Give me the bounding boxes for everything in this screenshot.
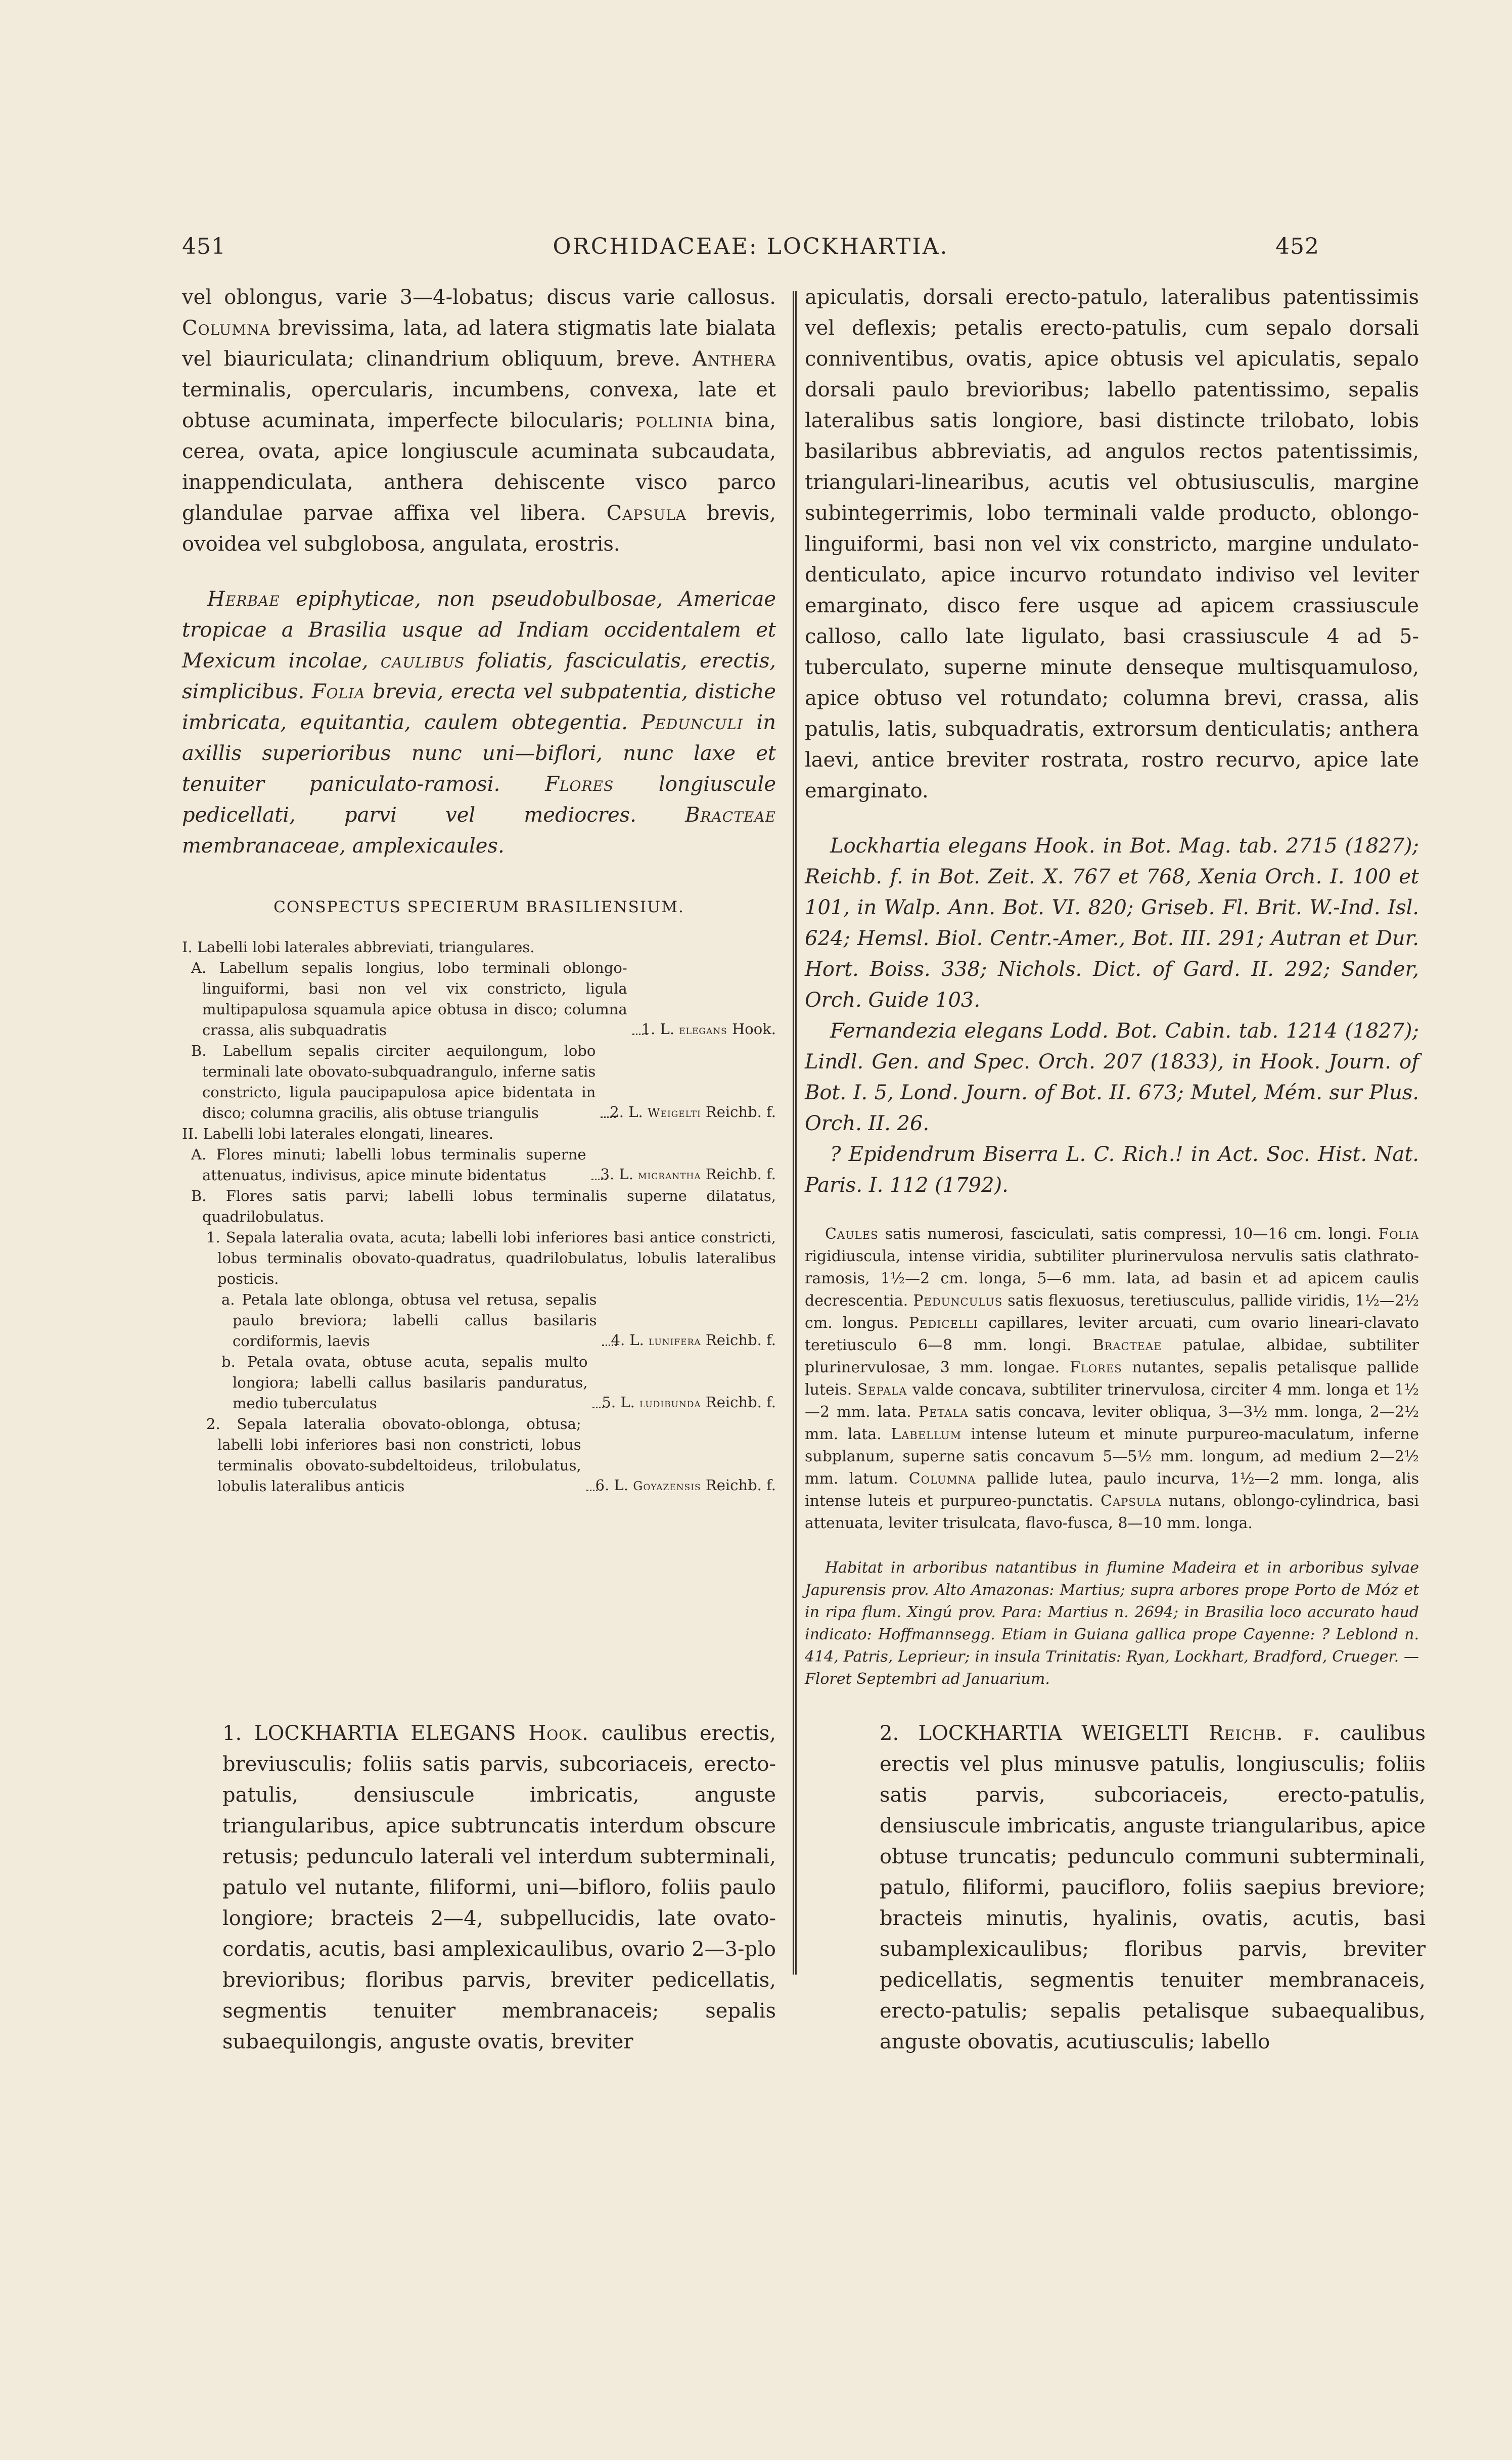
genus-description-end <box>182 282 776 560</box>
habitat-paragraph: Habitat in arboribus natantibus in flumine Madeira et in arboribus sylvae Japurensis prov. Alto Amazonas: Martius; supra arbores prope Porto de Móz et in ripa flum. Xingú prov. Para: Martius n. 2694; in Brasilia loco accurato haud indicato: Hoffmannsegg. Etiam in Guiana gallica prope Cayenne: ? Leblond n. 414, Patris, Leprieur; in insula Trinitatis: Ryan, Lockhart, Bradford, Crueger. — Floret Septembri ad Januarium. <box>805 1559 1419 1688</box>
key-entry <box>182 958 776 1041</box>
text-run: terminalis, opercularis, incumbens, convexa, late et obtuse acuminata, imperfecte bilocularis; <box>182 378 776 432</box>
small-caps-term: Bracteae <box>1092 1336 1162 1354</box>
text-run: bina, cerea, ovata, apice longiuscule acuminata subcaudata, inappendiculata, anthera dehiscente visco parco glandulae parvae affixa vel libera. <box>182 409 776 525</box>
text-run: brevissima, lata, ad latera stigmatis late bialata vel biauriculata; clinandrium obliquum, breve. <box>182 317 776 371</box>
key-species-epithet: micrantha <box>638 1168 701 1182</box>
text-run: foliatis, fasciculatis, erectis, simplicibus. <box>182 649 776 703</box>
species-1-author: Hook. <box>528 1722 589 1745</box>
text-run: in axillis superioribus nunc uni—biflori, nunc laxe et tenuiter paniculato-ramosi. <box>182 711 776 796</box>
small-caps-term: Pedunculi <box>641 711 743 734</box>
key-entry <box>182 1144 776 1186</box>
text-run: valde concava, subtiliter trinervulosa, circiter 4 mm. longa et 1½—2 mm. lata. <box>805 1381 1419 1421</box>
text-run: patulae, albidae, subtiliter plurinervulosae, 3 mm. longae. <box>805 1336 1419 1376</box>
key-entry <box>182 1041 776 1124</box>
key-species-author: Reichb. f. <box>701 1331 776 1349</box>
text-run: brevia, erecta vel subpatentia, distiche imbricata, equitantia, caulem obtegentia. <box>182 680 776 734</box>
key-species-number: 3. L. <box>600 1166 638 1183</box>
species-key <box>182 937 776 1497</box>
key-text: I. Labelli lobi laterales abbreviati, triangulares. <box>182 938 535 956</box>
species-2-diagnosis: caulibus erectis vel plus minusve patulis, longiusculis; foliis satis parvis, subcoriaceis, erecto-patulis, densiuscule imbricatis, anguste triangularibus, apice obtuse truncatis; pedunculo communi subterminali, patulo, filiformi, paucifloro, foliis saepius breviore; bracteis minutis, hyalinis, ovatis, acutis, basi subamplexicaulibus; floribus parvis, breviter pedicellatis, segmentis tenuiter membranaceis, erecto-patulis; sepalis petalisque subaequalibus, anguste obovatis, acutiusculis; labello <box>880 1722 1426 2053</box>
key-entry <box>182 937 776 958</box>
text-run: vel oblongus, varie 3—4-lobatus; discus varie callosus. <box>182 286 776 309</box>
key-species-number: 2. L. <box>610 1103 648 1121</box>
small-caps-term: Columna <box>182 317 270 340</box>
running-title: ORCHIDACEAE: LOCKHARTIA. <box>553 234 949 259</box>
key-species-name <box>602 1392 776 1414</box>
small-caps-term: Herbae <box>207 588 280 611</box>
small-caps-term: Flores <box>1070 1359 1122 1376</box>
text-run: membranaceae, amplexicaules. <box>182 834 505 858</box>
key-text: 2. Sepala lateralia obovato-oblonga, obtusa; labelli lobi inferiores basi non constricti, lobus terminalis obovato-subdeltoideus, trilobulatus, lobulis lateralibus anticis <box>206 1415 581 1495</box>
key-entry <box>182 1186 776 1227</box>
page-number-left: 451 <box>182 234 226 259</box>
text-run: epiphyticae, non pseudobulbosae, Americae tropicae a Brasilia usque ad Indiam occidentalem et Mexicum incolae, <box>182 588 776 673</box>
small-caps-term: Caules <box>825 1225 879 1243</box>
key-text: b. Petala ovata, obtuse acuta, sepalis multo longiora; labelli callus basilaris panduratus, medio tuberculatus <box>221 1353 588 1412</box>
small-caps-term: Anthera <box>692 347 776 371</box>
text-run: longiuscule pedicellati, parvi vel mediocres. <box>182 773 776 827</box>
key-species-author: Hook. <box>727 1020 776 1038</box>
small-caps-term: Petala <box>918 1403 969 1421</box>
key-entry <box>182 1227 776 1289</box>
conspectus-title: CONSPECTUS SPECIERUM BRASILIENSIUM. <box>273 898 684 916</box>
running-head <box>182 234 1319 264</box>
species-2-heading: 2. LOCKHARTIA WEIGELTI <box>880 1722 1189 1745</box>
key-species-name <box>641 1019 776 1041</box>
text-run: satis numerosi, fasciculati, satis compressi, 10—16 cm. longi. <box>878 1225 1379 1243</box>
species-entry-2 <box>880 1718 1426 2058</box>
species-1-diagnosis: caulibus erectis, breviusculis; foliis satis parvis, subcoriaceis, erecto-patulis, densiuscule imbricatis, anguste triangularibus, apice subtruncatis interdum obscure retusis; pedunculo laterali vel interdum subterminali, patulo vel nutante, filiformi, uni—bifloro, foliis paulo longiore; bracteis 2—4, subpellucidis, late ovato-cordatis, acutis, basi amplexicaulibus, ovario 2—3-plo brevioribus; floribus parvis, breviter pedicellatis, segmentis tenuiter membranaceis; sepalis subaequilongis, anguste ovatis, breviter <box>222 1722 776 2053</box>
genus-habit-paragraph <box>182 584 776 862</box>
small-caps-term: Folia <box>1378 1225 1419 1243</box>
key-text: A. Flores minuti; labelli lobus terminalis superne attenuatus, indivisus, apice minute bidentatus <box>191 1146 586 1184</box>
key-entry <box>182 1289 776 1352</box>
small-caps-term: Capsula <box>606 502 686 525</box>
key-species-epithet: elegans <box>679 1023 727 1037</box>
key-text: II. Labelli lobi laterales elongati, lineares. <box>182 1125 494 1142</box>
key-species-name <box>600 1164 776 1186</box>
key-entry <box>182 1124 776 1144</box>
species-entry-1 <box>222 1718 776 2058</box>
key-entry <box>182 1352 776 1414</box>
key-text: A. Labellum sepalis longius, lobo terminali oblongo-linguiformi, basi non vel vix constricto, ligula multipapulosa squamula apice obtusa in disco; columna crassa, alis subquadratis <box>191 959 627 1039</box>
references-block <box>805 831 1419 1201</box>
right-column <box>805 282 1419 1690</box>
key-species-number: 6. L. <box>595 1477 633 1494</box>
key-species-author: Reichb. f. <box>701 1477 776 1494</box>
key-species-author: Reichb. f. <box>701 1394 776 1411</box>
species-1-heading: 1. LOCKHARTIA ELEGANS <box>222 1722 516 1745</box>
reference-entry: Lockhartia elegans Hook. in Bot. Mag. tab. 2715 (1827); Reichb. f. in Bot. Zeit. X. 767 et 768, Xenia Orch. I. 100 et 101, in Walp. Ann. Bot. VI. 820; Griseb. Fl. Brit. W.-Ind. Isl. 624; Hemsl. Biol. Centr.-Amer., Bot. III. 291; Autran et Dur. Hort. Boiss. 338; Nichols. Dict. of Gard. II. 292; Sander, Orch. Guide 103. <box>805 834 1419 1012</box>
key-species-epithet: Weigelti <box>647 1106 701 1120</box>
left-column <box>182 282 776 1497</box>
key-text: B. Labellum sepalis circiter aequilongum, lobo terminali late obovato-subquadrangulo, inferne satis constricto, ligula paucipapulosa apice bidentata in disco; columna gracilis, alis obtuse triangulis <box>191 1042 596 1122</box>
key-species-author: Reichb. f. <box>701 1103 776 1121</box>
text-run: intense luteum et minute purpureo-maculatum, inferne subplanum, superne satis concavum 5—5½ mm. longum, ad medium 2—2½ mm. latum. <box>805 1425 1419 1488</box>
small-caps-term: Bracteae <box>685 803 776 827</box>
reference-entry: ? Epidendrum Biserra L. C. Rich.! in Act. Soc. Hist. Nat. Paris. I. 112 (1792). <box>805 1143 1419 1197</box>
key-species-number: 4. L. <box>611 1331 649 1349</box>
key-species-number: 1. L. <box>641 1020 679 1038</box>
small-caps-term: Flores <box>545 773 614 796</box>
small-caps-term: pollinia <box>635 409 714 432</box>
key-species-epithet: Goyazensis <box>633 1479 701 1493</box>
key-species-epithet: ludibunda <box>639 1396 701 1410</box>
key-species-name <box>610 1102 776 1124</box>
small-caps-term: Labellum <box>891 1425 962 1443</box>
key-text: 1. Sepala lateralia ovata, acuta; labelli lobi inferiores basi antice constricti, lobus terminalis obovato-quadratus, quadrilobulatus, lobulis lateralibus posticis. <box>206 1229 776 1287</box>
text-run: nutantes, sepalis petalisque pallide luteis. <box>805 1359 1419 1399</box>
key-species-name <box>611 1330 776 1352</box>
page-number-right: 452 <box>1275 234 1319 259</box>
key-text: B. Flores satis parvi; labelli lobus terminalis superne dilatatus, quadrilobulatus. <box>191 1187 776 1225</box>
small-caps-term: Folia <box>311 680 365 703</box>
key-species-epithet: lunifera <box>649 1334 701 1348</box>
text-run: pallide lutea, paulo incurva, 1½—2 mm. longa, alis intense luteis et purpureo-punctatis. <box>805 1470 1419 1510</box>
text-run: brevis, ovoidea vel subglobosa, angulata, erostris. <box>182 502 776 556</box>
small-caps-term: Sepala <box>857 1381 907 1399</box>
species-2-author: Reichb. f. <box>1208 1722 1321 1745</box>
text-run: capillares, leviter arcuati, cum ovario lineari-clavato teretiusculo 6—8 mm. longi. <box>805 1314 1419 1354</box>
reference-entry: Fernandezia elegans Lodd. Bot. Cabin. tab. 1214 (1827); Lindl. Gen. and Spec. Orch. 207 (1833), in Hook. Journ. of Bot. I. 5, Lond. Journ. of Bot. II. 673; Mutel, Mém. sur Plus. Orch. II. 26. <box>805 1019 1419 1135</box>
small-caps-term: Capsula <box>1101 1492 1162 1510</box>
species-description-continued: apiculatis, dorsali erecto-patulo, lateralibus patentissimis vel deflexis; petalis erecto-patulis, cum sepalo dorsali conniventibus, ovatis, apice obtusis vel apiculatis, sepalo dorsali paulo brevioribus; labello patentissimo, sepalis lateralibus satis longiore, basi distincte trilobato, lobis basilaribus abbreviatis, ad angulos rectos patentissimis, triangulari-linearibus, acutis vel obtusiusculis, margine subintegerrimis, lobo terminali valde producto, oblongo-linguiformi, basi non vel vix constricto, margine undulato-denticulato, apice incurvo rotundato indiviso vel leviter emarginato, disco fere usque ad apicem crassiuscule calloso, callo late ligulato, basi crassiuscule 4 ad 5-tuberculato, superne minute denseque multisquamuloso, apice obtuso vel rotundato; columna brevi, crassa, alis patulis, latis, subquadratis, extrorsum denticulatis; anthera laevi, antice breviter rostrata, rostro recurvo, apice late emarginato. <box>805 286 1419 802</box>
small-caps-term: Columna <box>908 1470 976 1488</box>
key-text: a. Petala late oblonga, obtusa vel retusa, sepalis paulo breviora; labelli callus basilaris cordiformis, laevis <box>221 1291 597 1350</box>
detailed-description <box>805 1223 1419 1535</box>
key-species-author: Reichb. f. <box>701 1166 776 1183</box>
text-run: satis flexuosus, teretiusculus, pallide viridis, 1½—2½ cm. longus. <box>805 1292 1419 1332</box>
text-run: rigidiuscula, intense viridia, subtiliter plurinervulosa nervulis satis clathrato-ramosis, 1½—2 cm. longa, 5—6 mm. lata, ad basin et ad apicem caulis decrescentia. <box>805 1247 1419 1310</box>
column-divider <box>793 291 797 1975</box>
key-species-name <box>595 1475 776 1497</box>
small-caps-term: Pedunculus <box>913 1292 1003 1310</box>
small-caps-term: Pedicelli <box>908 1314 979 1332</box>
text-run: nutans, oblongo-cylindrica, basi attenuata, leviter trisulcata, flavo-fusca, 8—10 mm. longa. <box>805 1492 1419 1532</box>
key-entry <box>182 1414 776 1497</box>
key-species-number: 5. L. <box>602 1394 640 1411</box>
text-run: satis concava, leviter obliqua, 3—3½ mm. longa, 2—2½ mm. lata. <box>805 1403 1419 1443</box>
small-caps-term: caulibus <box>380 649 465 673</box>
